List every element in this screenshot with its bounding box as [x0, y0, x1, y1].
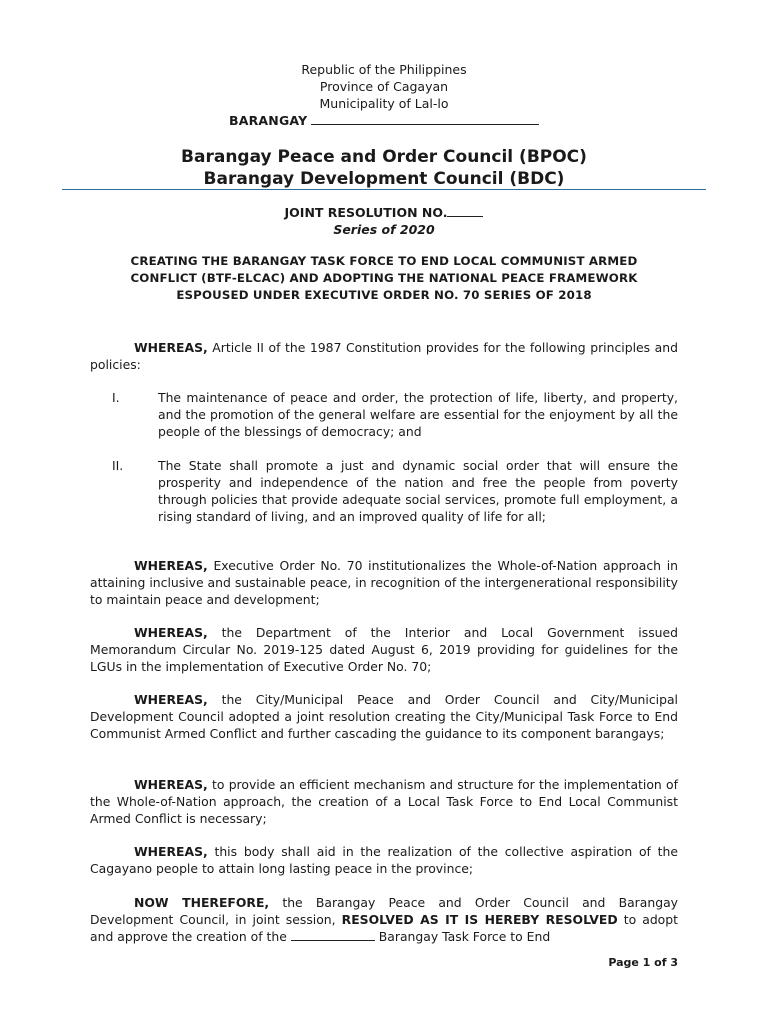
whereas-lead: WHEREAS,	[134, 692, 208, 707]
whereas-lead: WHEREAS,	[134, 625, 208, 640]
now-therefore-lead: NOW THEREFORE,	[134, 895, 270, 910]
province-line: Province of Cagayan	[319, 79, 449, 94]
municipality-line: Municipality of Lal-lo	[319, 96, 449, 111]
whereas-lead: WHEREAS,	[134, 558, 208, 573]
barangay-blank	[311, 113, 539, 125]
paragraph-text: Article II of the 1987 Constitution provides for the following principles and policies:	[90, 340, 678, 372]
item-text: The State shall promote a just and dynamic social order that will ensure the prosperity and independence of the nation and free the people from poverty through policies that provide adequate social services, promote full employment, a rising standard of living, and an improved quality of life for all;	[158, 458, 678, 524]
task-force-blank	[291, 930, 375, 941]
bpoc-heading: Barangay Peace and Order Council (BPOC)	[181, 147, 587, 167]
paragraph-text: the Barangay Peace and Order Council and Barangay Development Council, in joint session,	[90, 895, 678, 927]
page-number: Page 1 of 3	[608, 956, 678, 969]
barangay-label: BARANGAY	[229, 113, 308, 128]
whereas-lead: WHEREAS,	[134, 340, 208, 355]
resolution-label: JOINT RESOLUTION NO.	[284, 205, 448, 220]
resolving-paragraph	[90, 894, 678, 945]
resolved-clause: RESOLVED AS IT IS HEREBY RESOLVED	[341, 912, 618, 927]
item-number: II.	[112, 458, 124, 473]
paragraph-text: Barangay Task Force to End	[374, 929, 551, 944]
header-rule	[62, 189, 706, 190]
resolution-number	[0, 205, 768, 220]
whereas-paragraph-1	[90, 339, 678, 373]
barangay-line	[229, 113, 539, 128]
whereas-lead: WHEREAS,	[134, 844, 208, 859]
resolution-series: Series of 2020	[333, 222, 435, 237]
whereas-paragraph-4	[90, 691, 678, 742]
whereas-lead: WHEREAS,	[134, 777, 208, 792]
whereas-paragraph-3	[90, 624, 678, 675]
paragraph-text: to provide an efficient mechanism and structure for the implementation of the Whole-of-Nation approach, the creation of a Local Task Force to End Local Communist Armed Conflict is necessary;	[90, 777, 678, 826]
resolution-title: CREATING THE BARANGAY TASK FORCE TO END LOCAL COMMUNIST ARMED CONFLICT (BTF-ELCAC) AND ADOPTING THE NATIONAL PEACE FRAMEWORK ESPOUSED UNDER EXECUTIVE ORDER NO. 70 SERIES OF 2018	[130, 254, 638, 302]
paragraph-text: the City/Municipal Peace and Order Council and City/Municipal Development Council adopted a joint resolution creating the City/Municipal Task Force to End Communist Armed Conflict and further cascading the guidance to its component barangays;	[90, 692, 678, 741]
resolution-number-blank	[447, 206, 483, 217]
paragraph-text: the Department of the Interior and Local Government issued Memorandum Circular No. 2019-125 dated August 6, 2019 providing for guidelines for the LGUs in the implementation of Executive Order No. 70;	[90, 625, 678, 674]
whereas-paragraph-5	[90, 776, 678, 827]
item-number: I.	[112, 390, 120, 405]
country-line: Republic of the Philippines	[301, 62, 467, 77]
paragraph-text: this body shall aid in the realization of the collective aspiration of the Cagayano people to attain long lasting peace in the province;	[90, 844, 678, 876]
paragraph-text: to adopt and approve the creation of the	[90, 912, 678, 944]
bdc-heading: Barangay Development Council (BDC)	[203, 169, 565, 189]
paragraph-text: Executive Order No. 70 institutionalizes the Whole-of-Nation approach in attaining inclusive and sustainable peace, in recognition of the intergenerational responsibility to maintain peace and development;	[90, 558, 678, 607]
item-text: The maintenance of peace and order, the protection of life, liberty, and property, and the promotion of the general welfare are essential for the enjoyment by all the people of the blessings of democracy; and	[158, 390, 678, 439]
whereas-paragraph-6	[90, 843, 678, 877]
whereas-paragraph-2	[90, 557, 678, 608]
